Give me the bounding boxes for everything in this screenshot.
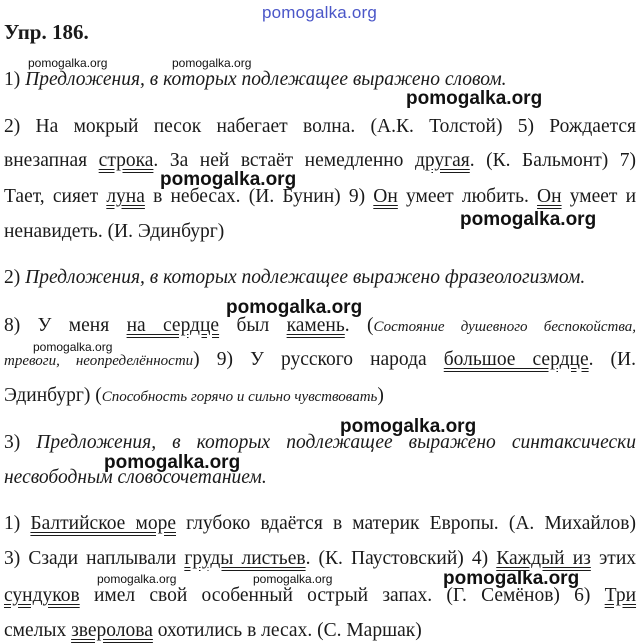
watermark: pomogalka.org xyxy=(226,297,363,318)
watermark: pomogalka.org xyxy=(406,88,543,109)
subject-phrase: на сердце xyxy=(126,315,220,336)
watermark-top: pomogalka.org xyxy=(262,3,378,22)
subject-word: Он xyxy=(373,186,398,207)
subject-phrase: Каждый из xyxy=(496,548,591,569)
text: ) xyxy=(377,385,384,406)
watermark: pomogalka.org xyxy=(33,340,113,354)
section-number: 1) xyxy=(4,69,21,90)
text-line xyxy=(4,350,636,370)
watermark: pomogalka.org xyxy=(97,572,177,586)
text: умеет любить. xyxy=(406,186,529,207)
text: смелых xyxy=(4,620,67,641)
text: в небесах. (И. Бунин) 9) xyxy=(153,186,366,207)
subject-phrase: Три xyxy=(604,585,637,606)
text: . За ней встаёт немедленно xyxy=(153,150,404,171)
text: 8) У меня xyxy=(4,315,110,336)
subject-word: луна xyxy=(106,186,145,207)
text-line xyxy=(4,586,636,606)
section-heading-text: Предложения, в которых подлежащее выражено фразеологизмом. xyxy=(25,267,586,288)
text-line xyxy=(4,316,636,336)
text: ) 9) У русского народа xyxy=(193,349,427,370)
phrase-meaning: тревоги, неопределённости xyxy=(4,353,194,369)
subject-phrase: сундуков xyxy=(4,585,80,606)
subject-phrase: большое сердце xyxy=(443,349,589,370)
subject-word: Он xyxy=(537,186,562,207)
section-heading-text: несвободным словосочетанием. xyxy=(4,467,267,488)
phrase-meaning: Состояние душевного беспокойства, xyxy=(373,319,637,335)
text: 1) xyxy=(4,513,21,534)
subject-word: другая xyxy=(414,150,470,171)
text: Эдинбург) ( xyxy=(4,385,102,406)
subject-word: камень xyxy=(286,315,345,336)
section-heading-text: Предложения, в которых подлежащее выражено словом. xyxy=(25,69,507,90)
section-3-heading-cont xyxy=(4,468,636,488)
subject-phrase: Балтийское море xyxy=(30,513,176,534)
text: этих xyxy=(598,548,637,569)
section-heading-text: Предложения, в которых подлежащее выражено синтаксически xyxy=(36,432,637,453)
text-line xyxy=(4,117,636,137)
text: глубоко вдаётся в материк Европы. (А. Михайлов) xyxy=(186,513,636,534)
text: Тает, сияет xyxy=(4,186,99,207)
watermark: pomogalka.org xyxy=(172,56,252,70)
watermark: pomogalka.org xyxy=(460,209,597,230)
text: . (К. Бальмонт) 7) xyxy=(469,150,637,171)
text-line xyxy=(4,549,636,569)
text: . (И. xyxy=(588,349,636,370)
section-number: 3) xyxy=(4,432,21,453)
text-line xyxy=(4,151,636,171)
section-3-heading xyxy=(4,433,636,453)
watermark: pomogalka.org xyxy=(160,169,297,190)
watermark: pomogalka.org xyxy=(253,572,333,586)
watermark: pomogalka.org xyxy=(104,452,241,473)
phrase-meaning: Способность горячо и сильно чувствовать xyxy=(101,389,378,405)
subject-phrase: груды листьев xyxy=(184,548,306,569)
text: имел свой особенный острый запах. (Г. Семёнов) 6) xyxy=(93,585,591,606)
text: . (К. Паустовский) 4) xyxy=(305,548,489,569)
watermark: pomogalka.org xyxy=(443,568,580,589)
watermark: pomogalka.org xyxy=(28,56,108,70)
text-line xyxy=(4,187,636,207)
text-line xyxy=(4,222,636,242)
text: 2) На мокрый песок набегает волна. (А.К. Толстой) 5) Рождается xyxy=(4,116,636,137)
section-number: 2) xyxy=(4,267,21,288)
section-2-heading xyxy=(4,268,636,288)
text: внезапная xyxy=(4,150,88,171)
text: был xyxy=(236,315,270,336)
section-1-heading xyxy=(4,70,636,90)
text: умеет и xyxy=(569,186,637,207)
text: . ( xyxy=(344,315,374,336)
subject-word: строка xyxy=(98,150,154,171)
text: ненавидеть. (И. Эдинбург) xyxy=(4,221,225,242)
text: охотились в лесах. (С. Маршак) xyxy=(157,620,422,641)
subject-phrase: зверолова xyxy=(71,620,153,641)
exercise-title: Упр. 186. xyxy=(4,20,89,44)
text-line xyxy=(4,514,636,534)
watermark: pomogalka.org xyxy=(340,416,477,437)
text: 3) Сзади наплывали xyxy=(4,548,177,569)
text-line xyxy=(4,386,636,406)
text-line xyxy=(4,621,636,641)
